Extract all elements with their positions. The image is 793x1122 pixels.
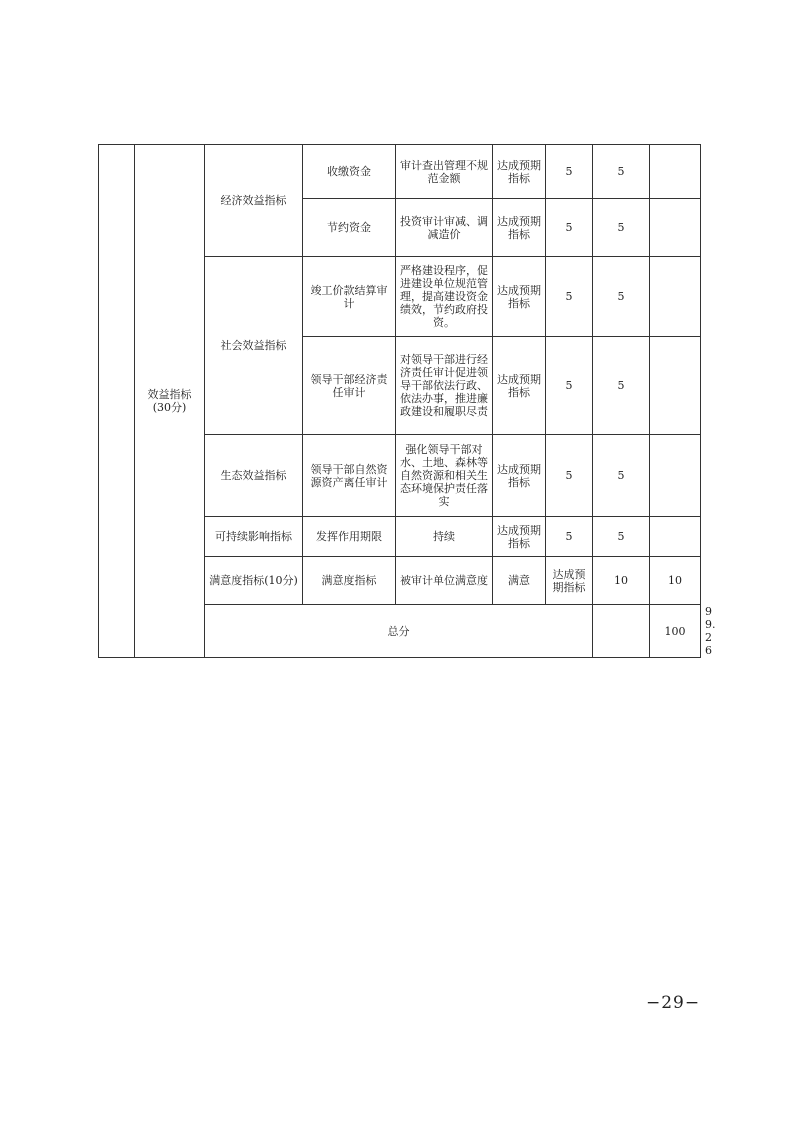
weight-value: 10 — [593, 557, 650, 605]
economic-indicator-cell: 经济效益指标 — [205, 145, 303, 257]
weight-value: 5 — [546, 257, 593, 337]
score-value: 5 — [593, 337, 650, 435]
weight-value: 5 — [546, 337, 593, 435]
total-weight: 100 — [650, 605, 701, 658]
score-value: 5 — [593, 145, 650, 199]
target-value: 达成预期指标 — [493, 435, 546, 517]
social-indicator-cell: 社会效益指标 — [205, 257, 303, 435]
weight-value: 5 — [546, 199, 593, 257]
target-value: 达成预期指标 — [493, 257, 546, 337]
indicator-item: 节约资金 — [303, 199, 396, 257]
remark-cell — [650, 145, 701, 199]
satisfaction-indicator-cell: 满意度指标 — [303, 557, 396, 605]
target-value: 达成预期指标 — [493, 517, 546, 557]
indicator-description: 对领导干部进行经济责任审计促进领导干部依法行政、依法办事，推进廉政建设和履职尽责 — [396, 337, 493, 435]
performance-table — [98, 144, 716, 658]
weight-value: 5 — [546, 517, 593, 557]
efficiency-points-label: (30分) — [152, 401, 187, 414]
remark-cell — [650, 435, 701, 517]
indicator-description: 强化领导干部对水、土地、森林等自然资源和相关生态环境保护责任落实 — [396, 435, 493, 517]
score-value: 10 — [650, 557, 701, 605]
indicator-description: 满意 — [493, 557, 546, 605]
indicator-item: 被审计单位满意度 — [396, 557, 493, 605]
indicator-description: 审计查出管理不规范金额 — [396, 145, 493, 199]
indicator-item: 领导干部自然资源资产离任审计 — [303, 435, 396, 517]
efficiency-category-label: 效益指标 — [147, 388, 192, 401]
score-value: 5 — [593, 517, 650, 557]
weight-value: 5 — [546, 435, 593, 517]
level1-blank-cell — [99, 145, 135, 658]
satisfaction-category-cell: 满意度指标(10分) — [205, 557, 303, 605]
indicator-description: 严格建设程序，促进建设单位规范管理，提高建设资金绩效，节约政府投资。 — [396, 257, 493, 337]
indicator-description: 投资审计审减、调减造价 — [396, 199, 493, 257]
target-value — [593, 605, 650, 658]
total-label: 总分 — [205, 605, 593, 658]
remark-cell — [650, 257, 701, 337]
score-value: 5 — [593, 199, 650, 257]
score-value: 5 — [593, 435, 650, 517]
total-row: 总分 100 99.26 — [99, 605, 701, 658]
sustainable-indicator-cell: 可持续影响指标 — [205, 517, 303, 557]
efficiency-category-cell — [135, 145, 205, 658]
remark-cell — [650, 199, 701, 257]
page-number: −29− — [646, 993, 701, 1013]
ecological-indicator-cell: 生态效益指标 — [205, 435, 303, 517]
score-value: 5 — [593, 257, 650, 337]
remark-cell — [650, 337, 701, 435]
target-value: 达成预期指标 — [493, 145, 546, 199]
weight-value: 5 — [546, 145, 593, 199]
remark-cell — [650, 517, 701, 557]
target-value: 达成预期指标 — [546, 557, 593, 605]
indicator-item: 发挥作用期限 — [303, 517, 396, 557]
indicator-item: 收缴资金 — [303, 145, 396, 199]
indicator-description: 持续 — [396, 517, 493, 557]
table-row — [99, 145, 701, 199]
indicator-item: 领导干部经济责任审计 — [303, 337, 396, 435]
target-value: 达成预期指标 — [493, 337, 546, 435]
indicator-item: 竣工价款结算审计 — [303, 257, 396, 337]
target-value: 达成预期指标 — [493, 199, 546, 257]
